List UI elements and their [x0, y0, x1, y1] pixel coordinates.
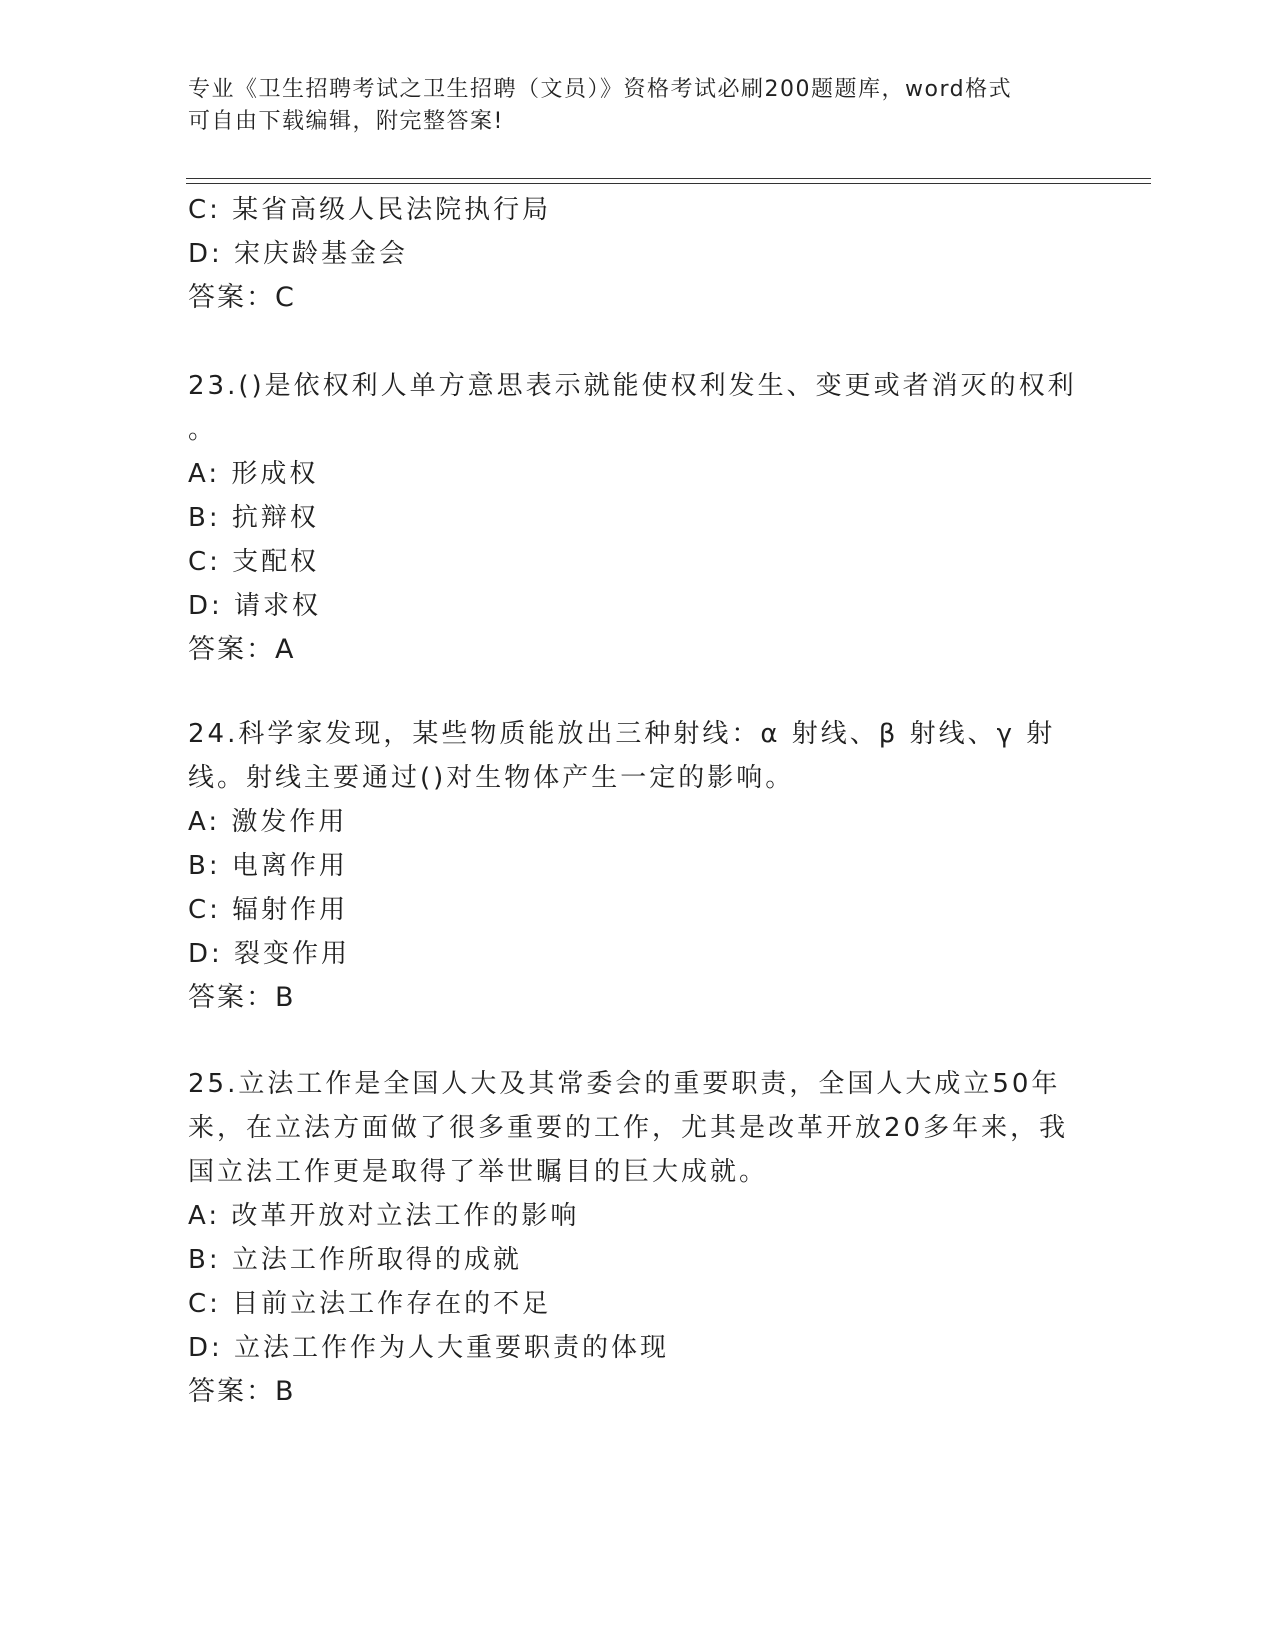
q23-stem-line1: 23.()是依权利人单方意思表示就能使权利发生、变更或者消灭的权利: [188, 371, 1077, 401]
q24-option-b: B: 电离作用: [188, 851, 348, 881]
q23-option-d: D: 请求权: [188, 591, 322, 621]
header-divider-bottom: [186, 183, 1151, 184]
q25-option-d: D: 立法工作作为人大重要职责的体现: [188, 1333, 670, 1363]
q25-option-b: B: 立法工作所取得的成就: [188, 1245, 522, 1275]
q23-option-a: A: 形成权: [188, 459, 319, 489]
q24-answer: 答案：B: [188, 982, 296, 1013]
q23-option-b: B: 抗辩权: [188, 503, 319, 533]
q23-answer: 答案：A: [188, 634, 296, 665]
q25-stem-line3: 国立法工作更是取得了举世瞩目的巨大成就。: [188, 1157, 769, 1187]
header-title-line1: 专业《卫生招聘考试之卫生招聘（文员）》资格考试必刷200题题库，word格式: [188, 77, 1013, 102]
q22-option-c: C: 某省高级人民法院执行局: [188, 195, 552, 225]
q22-option-d: D: 宋庆龄基金会: [188, 239, 409, 269]
q24-stem-line2: 线。射线主要通过()对生物体产生一定的影响。: [188, 763, 795, 793]
header-divider-top: [186, 178, 1151, 179]
q25-stem-line2: 来，在立法方面做了很多重要的工作，尤其是改革开放20多年来，我: [188, 1113, 1069, 1143]
q25-answer: 答案：B: [188, 1376, 296, 1407]
header-title-line2: 可自由下载编辑，附完整答案!: [188, 109, 504, 134]
document-header: [188, 74, 1068, 138]
q25-stem-line1: 25.立法工作是全国人大及其常委会的重要职责，全国人大成立50年: [188, 1069, 1061, 1099]
q22-answer: 答案：C: [188, 282, 296, 313]
q24-option-c: C: 辐射作用: [188, 895, 349, 925]
q23-stem-line2: 。: [188, 415, 218, 445]
q24-option-d: D: 裂变作用: [188, 939, 351, 969]
q24-stem-line1: 24.科学家发现，某些物质能放出三种射线：α 射线、β 射线、γ 射: [188, 719, 1056, 749]
q23-option-c: C: 支配权: [188, 547, 320, 577]
q25-option-a: A: 改革开放对立法工作的影响: [188, 1201, 580, 1231]
q25-option-c: C: 目前立法工作存在的不足: [188, 1289, 552, 1319]
q24-option-a: A: 激发作用: [188, 807, 348, 837]
